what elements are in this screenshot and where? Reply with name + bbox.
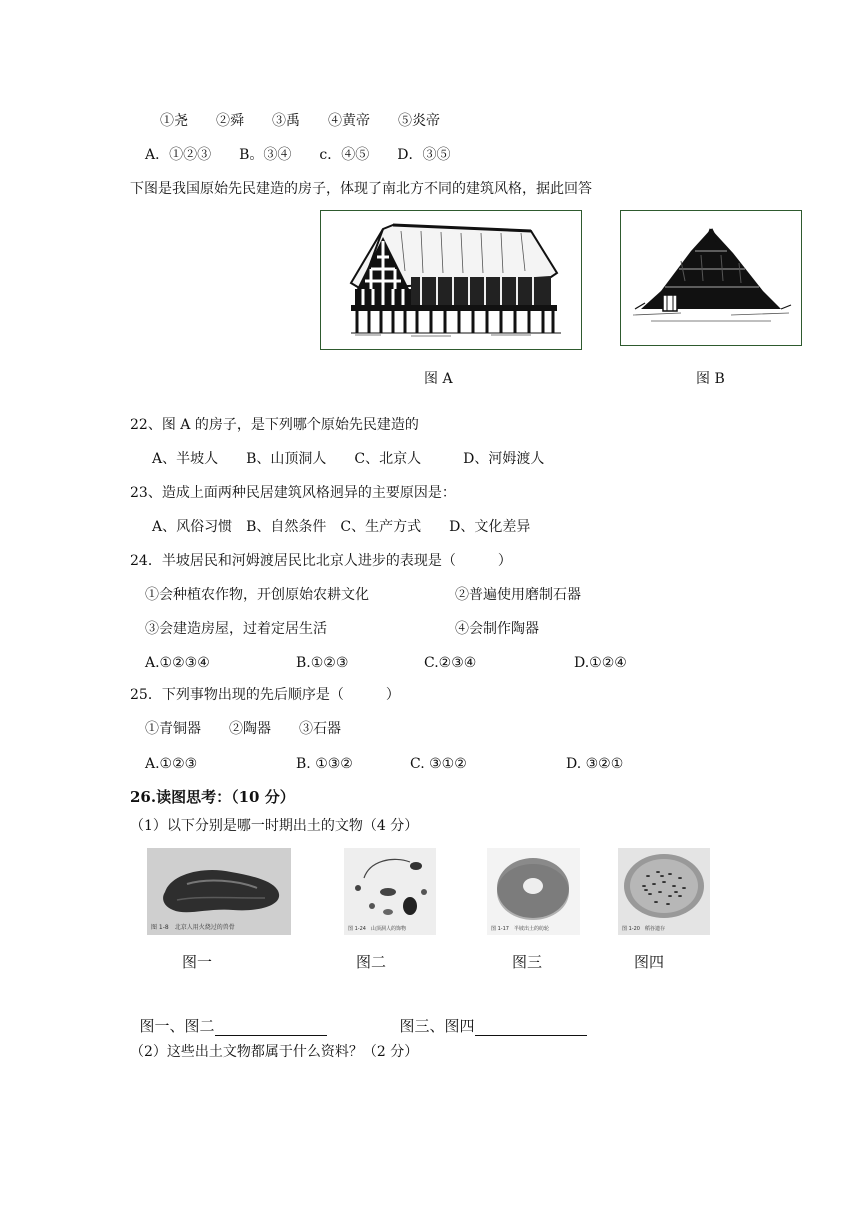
q26-subquestion-2: （2）这些出土文物都属于什么资料？（2 分） xyxy=(130,1044,419,1060)
photo-4-label: 图 1-20 稻谷遗存 xyxy=(622,926,665,932)
photo-1-label: 图 1-8 北京人用火烧过的兽骨 xyxy=(151,924,235,931)
answer-blank-2[interactable] xyxy=(475,1019,587,1036)
figure-intro: 下图是我国原始先民建造的房子，体现了南北方不同的建筑风格，据此回答 xyxy=(130,181,592,197)
photo-3-label: 图 1-17 半坡出土的纺轮 xyxy=(491,926,549,932)
photo-caption-2: 图二 xyxy=(356,953,387,971)
figure-a-frame xyxy=(320,210,582,350)
q26-subquestion-1: （1）以下分别是哪一时期出土的文物（4 分） xyxy=(130,818,419,834)
q25-option-c: C. ③①② xyxy=(410,756,467,772)
q25-option-a: A.①②③ xyxy=(145,756,198,772)
photo-caption-3: 图三 xyxy=(512,953,543,971)
photo-ornaments xyxy=(344,848,436,935)
q21-items: ①尧 ②舜 ③禹 ④黄帝 ⑤炎帝 xyxy=(160,113,440,129)
q23-stem: 23、造成上面两种民居建筑风格迥异的主要原因是： xyxy=(130,485,456,501)
q24-statement-1: ①会种植农作物，开创原始农耕文化 xyxy=(145,587,369,603)
photo-2-label: 图 1-24 山顶洞人的饰物 xyxy=(348,926,406,932)
figure-b-frame xyxy=(620,210,802,346)
spindle-whorl-icon xyxy=(487,848,580,935)
q22-stem: 22、图 A 的房子，是下列哪个原始先民建造的 xyxy=(130,417,419,433)
q24-option-a: A.①②③④ xyxy=(145,655,210,671)
figure-b-caption: 图 B xyxy=(696,371,725,387)
q26-title: 26.读图思考：（10 分） xyxy=(130,788,295,806)
q24-option-d: D.①②④ xyxy=(574,655,627,671)
answer-blank-1[interactable] xyxy=(215,1019,327,1036)
q21-options: A．①②③ B。③④ c．④⑤ D．③⑤ xyxy=(145,147,451,163)
photo-caption-4: 图四 xyxy=(634,953,665,971)
fill-blank-1-label: 图一、图二 xyxy=(139,1017,215,1035)
q24-statement-3: ③会建造房屋，过着定居生活 xyxy=(145,621,327,637)
photo-spindle-whorl xyxy=(487,848,580,935)
fill-blank-1 xyxy=(130,996,327,1036)
rice-dish-icon xyxy=(618,848,710,935)
q25-items: ①青铜器 ②陶器 ③石器 xyxy=(145,721,341,737)
q24-statement-2: ②普遍使用磨制石器 xyxy=(455,587,581,603)
fill-blank-2-label: 图三、图四 xyxy=(399,1017,475,1035)
q22-options: A、半坡人 B、山顶洞人 C、北京人 D、河姆渡人 xyxy=(152,451,545,467)
stilt-house-illustration xyxy=(321,211,581,349)
q23-options: A、风俗习惯 B、自然条件 C、生产方式 D、文化差异 xyxy=(152,519,531,535)
thatched-hut-illustration xyxy=(621,211,801,345)
photo-burnt-bone xyxy=(147,848,291,935)
q24-option-b: B.①②③ xyxy=(296,655,349,671)
photo-caption-1: 图一 xyxy=(182,953,213,971)
q24-option-c: C.②③④ xyxy=(424,655,477,671)
necklace-icon xyxy=(344,848,436,935)
fill-blank-2 xyxy=(390,996,587,1036)
q24-statement-4: ④会制作陶器 xyxy=(455,621,539,637)
photo-rice-remains xyxy=(618,848,710,935)
q25-stem: 25．下列事物出现的先后顺序是（ ） xyxy=(130,687,400,703)
q25-option-d: D. ③②① xyxy=(566,756,624,772)
q25-option-b: B. ①③② xyxy=(296,756,353,772)
q24-stem: 24．半坡居民和河姆渡居民比北京人进步的表现是（ ） xyxy=(130,553,512,569)
figure-a-caption: 图 A xyxy=(424,371,453,387)
